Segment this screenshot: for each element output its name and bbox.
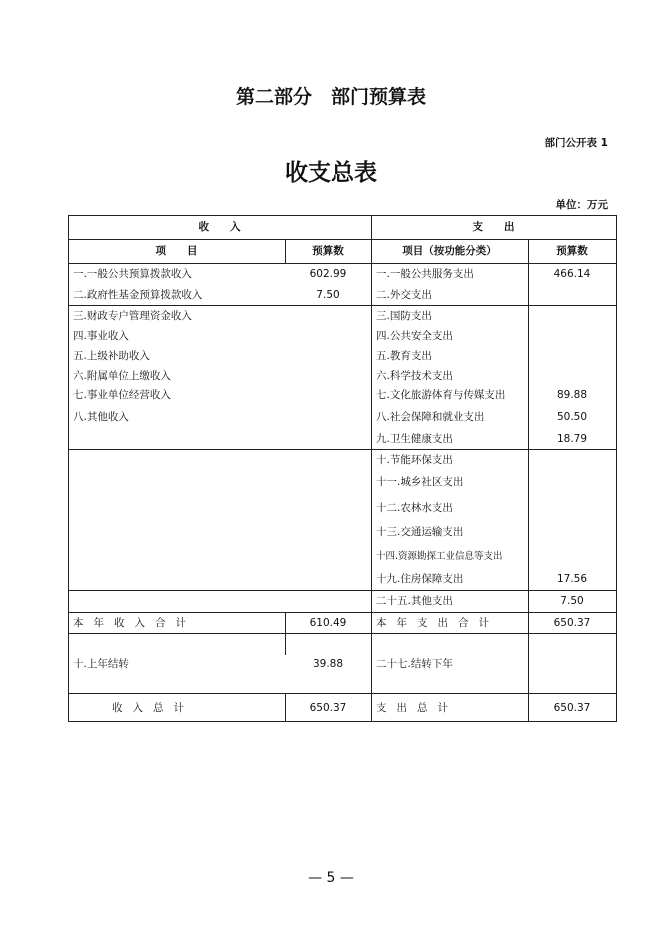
- header-expense-item: 项目（按功能分类）: [402, 245, 497, 257]
- expense-value: 89.88: [556, 389, 588, 401]
- expense-value: 7.50: [560, 595, 584, 607]
- expense-item: 三.国防支出: [376, 310, 432, 322]
- income-item: 五.上级补助收入: [73, 350, 150, 362]
- income-item: 六.附属单位上缴收入: [73, 370, 171, 382]
- year-income-value: 610.49: [309, 617, 347, 629]
- expense-item: 十三.交通运输支出: [376, 526, 464, 538]
- carry-in-value: 39.88: [312, 658, 344, 670]
- income-total-value: 650.37: [309, 702, 347, 714]
- expense-value: 18.79: [556, 433, 588, 445]
- expense-item: 八.社会保障和就业支出: [376, 411, 485, 423]
- income-item: 八.其他收入: [73, 411, 129, 423]
- table-rule: [68, 721, 617, 722]
- income-item: 四.事业收入: [73, 330, 129, 342]
- table-rule: [68, 305, 617, 306]
- year-expense-value: 650.37: [553, 617, 591, 629]
- income-item: 一.一般公共预算拨款收入: [73, 268, 192, 280]
- expense-item: 十二.农林水支出: [376, 502, 453, 514]
- table-rule: [68, 239, 617, 240]
- expense-total-value: 650.37: [553, 702, 591, 714]
- table-rule: [68, 263, 617, 264]
- year-expense-label: 本年支出合计: [376, 617, 499, 629]
- expense-item: 九.卫生健康支出: [376, 433, 453, 445]
- expense-total-label: 支出总计: [376, 702, 458, 714]
- table-rule: [68, 590, 617, 591]
- expense-item: 四.公共安全支出: [376, 330, 453, 342]
- expense-item: 五.教育支出: [376, 350, 432, 362]
- expense-item: 十一.城乡社区支出: [376, 476, 464, 488]
- header-expense-budget: 预算数: [556, 245, 588, 257]
- income-item: 二.政府性基金预算拨款收入: [73, 289, 203, 301]
- table-rule: [528, 239, 529, 722]
- header-item: 项 目: [155, 245, 198, 257]
- expense-value: 50.50: [556, 411, 588, 423]
- table-title: 收支总表: [285, 160, 377, 186]
- unit-label: 单位：万元: [555, 199, 608, 211]
- expense-item: 二十五.其他支出: [376, 595, 453, 607]
- income-value: 602.99: [309, 268, 347, 280]
- table-rule: [371, 215, 372, 722]
- table-rule: [68, 693, 617, 694]
- table-rule: [68, 449, 617, 450]
- carry-in-label: 十.上年结转: [73, 658, 129, 670]
- header-income: 收 入: [198, 221, 241, 233]
- income-value: 7.50: [316, 289, 340, 301]
- table-rule: [68, 215, 617, 216]
- expense-item: 七.文化旅游体育与传媒支出: [376, 389, 506, 401]
- expense-value: 17.56: [556, 573, 588, 585]
- page-number: — 5 —: [308, 870, 354, 886]
- expense-item: 一.一般公共服务支出: [376, 268, 474, 280]
- table-rule: [616, 215, 617, 722]
- expense-item: 十四.资源勘探工业信息等支出: [376, 551, 503, 562]
- header-budget: 预算数: [312, 245, 344, 257]
- income-item: 三.财政专户管理资金收入: [73, 310, 192, 322]
- header-expense: 支 出: [472, 221, 515, 233]
- expense-item: 二.外交支出: [376, 289, 432, 301]
- expense-item: 六.科学技术支出: [376, 370, 453, 382]
- table-rule: [68, 612, 617, 613]
- expense-value: 466.14: [553, 268, 591, 280]
- carry-out-label: 二十七.结转下年: [376, 658, 453, 670]
- table-rule: [68, 633, 617, 634]
- expense-item: 十九.住房保障支出: [376, 573, 464, 585]
- income-item: 七.事业单位经营收入: [73, 389, 171, 401]
- part-title: 第二部分 部门预算表: [235, 86, 426, 108]
- table-rule: [68, 215, 69, 722]
- year-income-label: 本年收入合计: [73, 617, 196, 629]
- table-number: 部门公开表 1: [544, 137, 608, 149]
- income-total-label: 收入总计: [112, 702, 194, 714]
- expense-item: 十.节能环保支出: [376, 454, 453, 466]
